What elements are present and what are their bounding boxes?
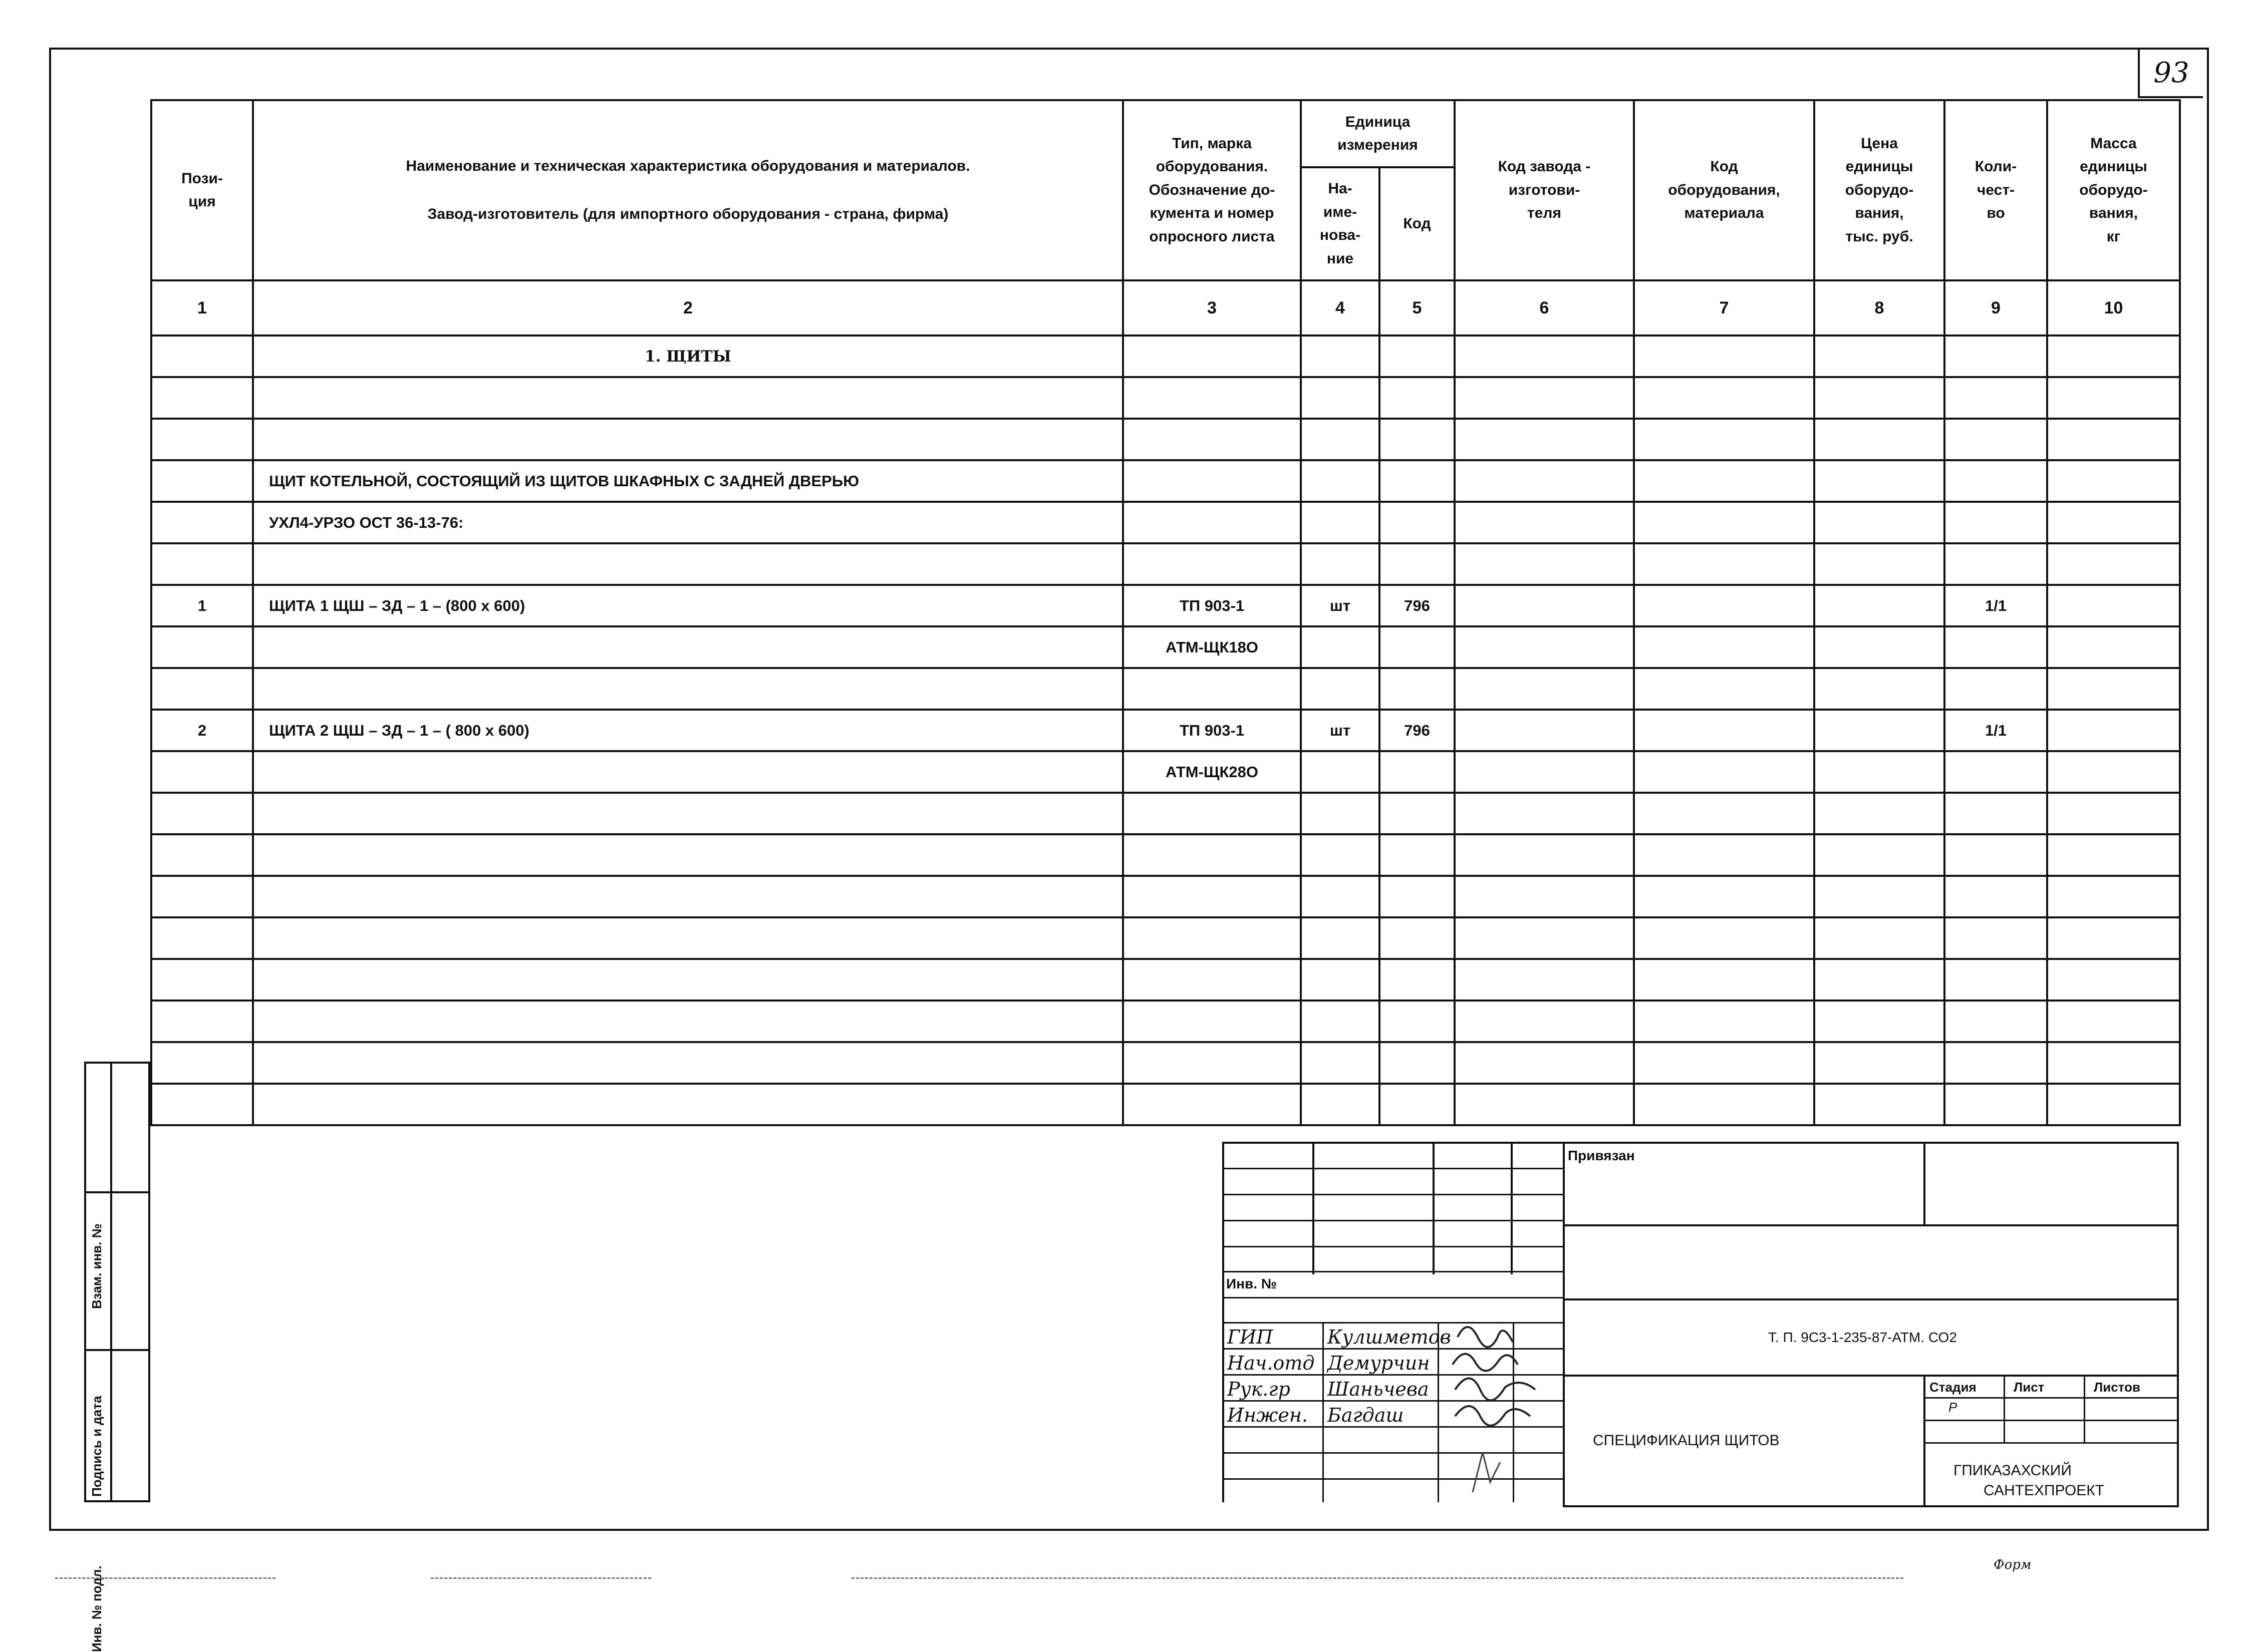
table-row	[151, 668, 2180, 710]
row-unit-code	[1379, 876, 1455, 917]
sheet-label: Лист	[2014, 1380, 2045, 1395]
row-factory-code	[1455, 751, 1634, 793]
row-equipment-code	[1634, 626, 1814, 668]
row-position	[151, 1042, 253, 1084]
row-factory-code	[1455, 668, 1634, 710]
row-quantity	[1944, 876, 2047, 917]
bottom-dash-3	[852, 1577, 1903, 1579]
row-unit-code	[1379, 793, 1455, 834]
header-unit-code: Код	[1379, 167, 1455, 280]
column-number-2: 2	[253, 280, 1123, 336]
row-quantity	[1944, 460, 2047, 502]
left-stamp-label-inventory: Инв. № подл.	[89, 1565, 104, 1652]
row-position	[151, 460, 253, 502]
role-group-lead: Рук.гр	[1227, 1378, 1290, 1400]
attached-label: Привязан	[1568, 1148, 1635, 1163]
row-name	[253, 626, 1123, 668]
row-position	[151, 751, 253, 793]
row-mass	[2047, 502, 2180, 543]
row-unit-code	[1379, 834, 1455, 876]
column-number-6: 6	[1455, 280, 1634, 336]
table-row	[151, 336, 2180, 377]
row-name	[253, 1084, 1123, 1125]
header-equipment-code: Код оборудования, материала	[1634, 100, 1814, 280]
row-equipment-code	[1634, 668, 1814, 710]
row-mass	[2047, 710, 2180, 751]
role-engineer: Инжен.	[1227, 1404, 1308, 1426]
row-position: 2	[151, 710, 253, 751]
row-type	[1123, 419, 1301, 460]
row-factory-code	[1455, 419, 1634, 460]
row-type	[1123, 460, 1301, 502]
row-position	[151, 793, 253, 834]
row-quantity	[1944, 834, 2047, 876]
table-row	[151, 834, 2180, 876]
specification-table	[150, 99, 2181, 1126]
row-unit-code: 796	[1379, 710, 1455, 751]
row-unit	[1301, 834, 1379, 876]
row-equipment-code	[1634, 793, 1814, 834]
header-type: Тип, марка оборудования. Обозначение до- кумента и номер опросного листа	[1123, 100, 1301, 280]
row-position	[151, 876, 253, 917]
row-price	[1814, 793, 1944, 834]
table-row	[151, 626, 2180, 668]
row-quantity	[1944, 1084, 2047, 1125]
row-mass	[2047, 419, 2180, 460]
column-number-5: 5	[1379, 280, 1455, 336]
row-mass	[2047, 543, 2180, 585]
row-quantity	[1944, 626, 2047, 668]
table-row	[151, 710, 2180, 751]
row-unit	[1301, 751, 1379, 793]
row-equipment-code	[1634, 710, 1814, 751]
row-type: ТП 903-1	[1123, 585, 1301, 626]
row-equipment-code	[1634, 876, 1814, 917]
role-gip: ГИП	[1227, 1326, 1273, 1348]
row-position	[151, 668, 253, 710]
row-unit-code	[1379, 626, 1455, 668]
row-position	[151, 1084, 253, 1125]
page-number: 93	[2138, 49, 2203, 98]
column-number-8: 8	[1814, 280, 1944, 336]
left-margin-stamp	[84, 1062, 150, 1652]
row-position: 1	[151, 585, 253, 626]
table-row	[151, 585, 2180, 626]
header-quantity: Коли- чест- во	[1944, 100, 2047, 280]
row-unit	[1301, 668, 1379, 710]
row-quantity: 1/1	[1944, 710, 2047, 751]
row-unit	[1301, 959, 1379, 1001]
row-quantity	[1944, 793, 2047, 834]
row-factory-code	[1455, 793, 1634, 834]
row-factory-code	[1455, 377, 1634, 419]
header-position: Пози- ция	[151, 100, 253, 280]
row-position	[151, 543, 253, 585]
stage-label: Стадия	[1929, 1380, 1977, 1395]
table-row	[151, 959, 2180, 1001]
row-position	[151, 959, 253, 1001]
left-stamp-label-replace: Взам. инв. №	[89, 1223, 104, 1309]
row-equipment-code	[1634, 585, 1814, 626]
header-factory-code: Код завода - изготови- теля	[1455, 100, 1634, 280]
row-name	[253, 668, 1123, 710]
inventory-label: Инв. №	[1226, 1276, 1277, 1291]
row-quantity: 1/1	[1944, 585, 2047, 626]
row-quantity	[1944, 502, 2047, 543]
row-type: АТМ-ЩК18О	[1123, 626, 1301, 668]
row-mass	[2047, 585, 2180, 626]
row-mass	[2047, 917, 2180, 959]
row-type	[1123, 377, 1301, 419]
table-row	[151, 793, 2180, 834]
column-number-7: 7	[1634, 280, 1814, 336]
row-equipment-code	[1634, 336, 1814, 377]
column-number-4: 4	[1301, 280, 1379, 336]
column-number-9: 9	[1944, 280, 2047, 336]
row-mass	[2047, 668, 2180, 710]
row-type	[1123, 917, 1301, 959]
row-type	[1123, 543, 1301, 585]
row-type	[1123, 502, 1301, 543]
table-row	[151, 1001, 2180, 1042]
row-name	[253, 419, 1123, 460]
row-unit: шт	[1301, 710, 1379, 751]
row-quantity	[1944, 1001, 2047, 1042]
row-equipment-code	[1634, 460, 1814, 502]
row-equipment-code	[1634, 751, 1814, 793]
column-numbers-row	[151, 280, 2180, 336]
row-type	[1123, 834, 1301, 876]
name-2: Демурчин	[1327, 1352, 1430, 1374]
row-type	[1123, 1001, 1301, 1042]
table-row	[151, 1042, 2180, 1084]
row-equipment-code	[1634, 419, 1814, 460]
table-row	[151, 502, 2180, 543]
table-row	[151, 751, 2180, 793]
header-price: Цена единицы оборудо- вания, тыс. руб.	[1814, 100, 1944, 280]
row-type: ТП 903-1	[1123, 710, 1301, 751]
row-price	[1814, 626, 1944, 668]
column-number-3: 3	[1123, 280, 1301, 336]
row-price	[1814, 751, 1944, 793]
row-quantity	[1944, 751, 2047, 793]
row-unit	[1301, 917, 1379, 959]
row-unit	[1301, 793, 1379, 834]
table-row	[151, 543, 2180, 585]
row-unit	[1301, 626, 1379, 668]
row-factory-code	[1455, 502, 1634, 543]
row-factory-code	[1455, 336, 1634, 377]
row-price	[1814, 377, 1944, 419]
row-position	[151, 419, 253, 460]
row-quantity	[1944, 377, 2047, 419]
row-factory-code	[1455, 1001, 1634, 1042]
row-type	[1123, 959, 1301, 1001]
row-mass	[2047, 377, 2180, 419]
row-name	[253, 377, 1123, 419]
row-equipment-code	[1634, 834, 1814, 876]
sheets-label: Листов	[2094, 1380, 2140, 1395]
document-code: Т. П. 9С3-1-235-87-АТМ. СО2	[1768, 1330, 1957, 1345]
row-price	[1814, 543, 1944, 585]
row-unit	[1301, 1042, 1379, 1084]
row-price	[1814, 419, 1944, 460]
bottom-dash-1	[55, 1577, 275, 1579]
name-1: Кулшметов	[1327, 1326, 1451, 1348]
row-mass	[2047, 834, 2180, 876]
row-mass	[2047, 959, 2180, 1001]
row-price	[1814, 1001, 1944, 1042]
row-mass	[2047, 751, 2180, 793]
header-unit-name: На- име- нова- ние	[1301, 167, 1379, 280]
row-factory-code	[1455, 917, 1634, 959]
row-price	[1814, 834, 1944, 876]
row-price	[1814, 502, 1944, 543]
row-name	[253, 1042, 1123, 1084]
row-name	[253, 1001, 1123, 1042]
row-name: 1. ЩИТЫ	[253, 336, 1123, 377]
row-factory-code	[1455, 626, 1634, 668]
row-unit: шт	[1301, 585, 1379, 626]
role-head-dept: Нач.отд	[1227, 1352, 1315, 1374]
organization-line1: ГПИКАЗАХСКИЙ	[1953, 1462, 2072, 1479]
row-unit	[1301, 1084, 1379, 1125]
row-unit-code	[1379, 1001, 1455, 1042]
row-name: УХЛ4-УРЗО ОСТ 36-13-76:	[253, 502, 1123, 543]
header-mass: Масса единицы оборудо- вания, кг	[2047, 100, 2180, 280]
row-unit	[1301, 377, 1379, 419]
row-position	[151, 626, 253, 668]
row-equipment-code	[1634, 917, 1814, 959]
row-name	[253, 876, 1123, 917]
row-mass	[2047, 793, 2180, 834]
row-type: АТМ-ЩК28О	[1123, 751, 1301, 793]
row-equipment-code	[1634, 1084, 1814, 1125]
row-unit-code	[1379, 1042, 1455, 1084]
row-factory-code	[1455, 834, 1634, 876]
row-equipment-code	[1634, 502, 1814, 543]
column-number-10: 10	[2047, 280, 2180, 336]
stage-value: Р	[1948, 1400, 1957, 1415]
row-mass	[2047, 1001, 2180, 1042]
row-equipment-code	[1634, 377, 1814, 419]
row-factory-code	[1455, 1042, 1634, 1084]
organization-line2: САНТЕХПРОЕКТ	[1984, 1482, 2105, 1499]
row-position	[151, 336, 253, 377]
row-quantity	[1944, 959, 2047, 1001]
row-type	[1123, 1084, 1301, 1125]
row-position	[151, 502, 253, 543]
row-mass	[2047, 336, 2180, 377]
row-unit-code	[1379, 377, 1455, 419]
row-price	[1814, 1084, 1944, 1125]
row-unit	[1301, 1001, 1379, 1042]
row-type	[1123, 793, 1301, 834]
row-factory-code	[1455, 585, 1634, 626]
row-mass	[2047, 626, 2180, 668]
table-row	[151, 377, 2180, 419]
row-name: ЩИТА 1 ЩШ – ЗД – 1 – (800 х 600)	[253, 585, 1123, 626]
table-row	[151, 419, 2180, 460]
row-quantity	[1944, 543, 2047, 585]
row-price	[1814, 959, 1944, 1001]
header-unit: Единица измерения	[1301, 100, 1455, 167]
row-quantity	[1944, 336, 2047, 377]
row-name	[253, 834, 1123, 876]
row-price	[1814, 336, 1944, 377]
name-3: Шаньчева	[1327, 1378, 1429, 1400]
row-unit	[1301, 419, 1379, 460]
row-name	[253, 543, 1123, 585]
row-position	[151, 834, 253, 876]
row-price	[1814, 917, 1944, 959]
row-factory-code	[1455, 1084, 1634, 1125]
row-quantity	[1944, 419, 2047, 460]
row-price	[1814, 1042, 1944, 1084]
row-mass	[2047, 876, 2180, 917]
row-equipment-code	[1634, 543, 1814, 585]
row-quantity	[1944, 668, 2047, 710]
row-price	[1814, 876, 1944, 917]
row-type	[1123, 876, 1301, 917]
row-unit-code	[1379, 668, 1455, 710]
table-row	[151, 1084, 2180, 1125]
row-unit	[1301, 543, 1379, 585]
row-name	[253, 917, 1123, 959]
title-block	[1222, 1142, 2179, 1507]
row-quantity	[1944, 917, 2047, 959]
name-4: Багдаш	[1327, 1404, 1404, 1426]
row-factory-code	[1455, 710, 1634, 751]
row-mass	[2047, 1084, 2180, 1125]
row-factory-code	[1455, 876, 1634, 917]
row-name	[253, 751, 1123, 793]
row-name	[253, 793, 1123, 834]
row-price	[1814, 460, 1944, 502]
header-name: Наименование и техническая характеристика оборудования и материалов. Завод-изготовитель (для импортного оборудования - страна, фирма)	[253, 100, 1123, 280]
row-unit	[1301, 336, 1379, 377]
row-unit	[1301, 460, 1379, 502]
row-unit-code	[1379, 336, 1455, 377]
row-unit-code	[1379, 1084, 1455, 1125]
row-unit-code	[1379, 917, 1455, 959]
form-label: Форм	[1994, 1557, 2032, 1572]
row-factory-code	[1455, 543, 1634, 585]
table-row	[151, 917, 2180, 959]
row-name: ЩИТ КОТЕЛЬНОЙ, СОСТОЯЩИЙ ИЗ ЩИТОВ ШКАФНЫХ С ЗАДНЕЙ ДВЕРЬЮ	[253, 460, 1123, 502]
row-name: ЩИТА 2 ЩШ – ЗД – 1 – ( 800 х 600)	[253, 710, 1123, 751]
row-type	[1123, 1042, 1301, 1084]
column-number-1: 1	[151, 280, 253, 336]
document-title: СПЕЦИФИКАЦИЯ ЩИТОВ	[1593, 1432, 1780, 1449]
row-unit	[1301, 502, 1379, 543]
row-unit-code	[1379, 460, 1455, 502]
row-position	[151, 917, 253, 959]
row-unit-code	[1379, 543, 1455, 585]
row-price	[1814, 585, 1944, 626]
row-factory-code	[1455, 460, 1634, 502]
row-unit-code	[1379, 751, 1455, 793]
row-quantity	[1944, 1042, 2047, 1084]
left-stamp-label-signature: Подпись и дата	[89, 1396, 104, 1497]
row-unit-code	[1379, 502, 1455, 543]
row-unit-code: 796	[1379, 585, 1455, 626]
bottom-dash-2	[431, 1577, 651, 1579]
table-row	[151, 876, 2180, 917]
row-mass	[2047, 460, 2180, 502]
row-price	[1814, 710, 1944, 751]
row-position	[151, 377, 253, 419]
row-position	[151, 1001, 253, 1042]
row-unit	[1301, 876, 1379, 917]
row-name	[253, 959, 1123, 1001]
row-type	[1123, 668, 1301, 710]
row-mass	[2047, 1042, 2180, 1084]
table-row	[151, 460, 2180, 502]
row-equipment-code	[1634, 1042, 1814, 1084]
row-equipment-code	[1634, 1001, 1814, 1042]
row-unit-code	[1379, 959, 1455, 1001]
row-price	[1814, 668, 1944, 710]
row-unit-code	[1379, 419, 1455, 460]
signature-scribbles	[1443, 1302, 1573, 1522]
row-factory-code	[1455, 959, 1634, 1001]
row-equipment-code	[1634, 959, 1814, 1001]
row-type	[1123, 336, 1301, 377]
